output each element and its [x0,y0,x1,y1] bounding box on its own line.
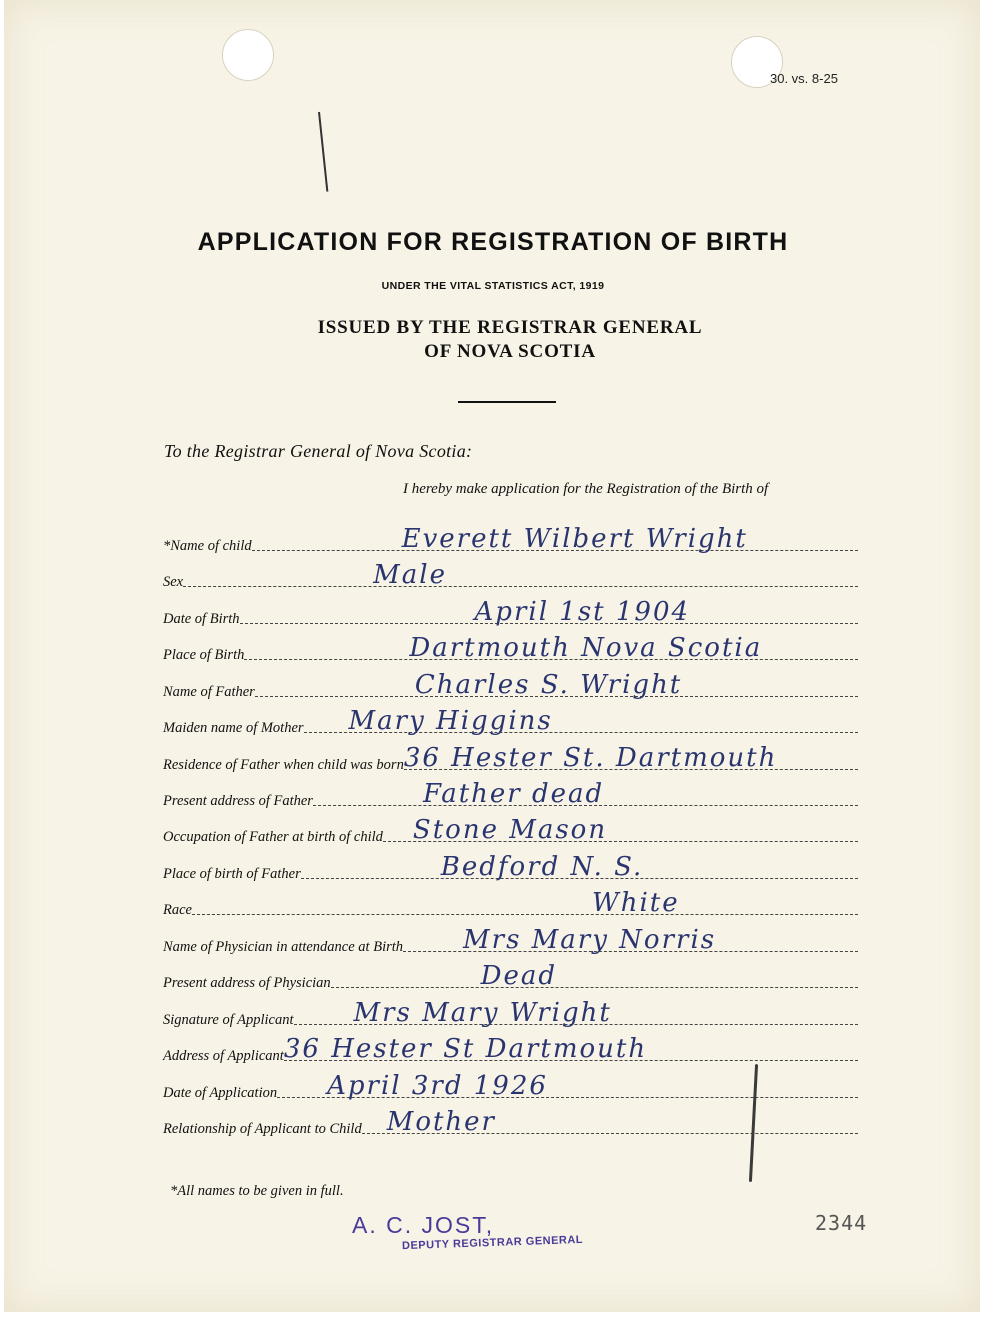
field-line [383,815,858,845]
issuer-line-1: ISSUED BY THE REGISTRAR GENERAL [317,317,703,338]
handwritten-value: Mrs Mary Norris [463,925,717,955]
field-line [192,888,858,918]
field-line [403,925,858,955]
divider [458,401,556,403]
form-field-row [163,597,858,630]
form-field-row [163,852,858,885]
field-label: Race [163,902,192,918]
punch-hole-left [222,29,274,81]
handwritten-value: 36 Hester St. Dartmouth [403,743,778,773]
handwritten-value: Bedford N. S. [440,852,644,882]
field-label: *Name of child [163,538,252,554]
field-line [252,524,858,554]
handwritten-value: Male [373,560,447,590]
handwritten-value: April 3rd 1926 [327,1071,548,1101]
handwritten-value: White [591,888,680,918]
field-label: Present address of Father [163,793,313,809]
file-number: 2344 [815,1211,868,1235]
footnote: *All names to be given in full. [170,1183,344,1199]
act-subtitle: UNDER THE VITAL STATISTICS ACT, 1919 [381,280,605,292]
handwritten-value: Father dead [422,779,605,809]
form-field-row [163,888,858,921]
handwritten-value: Everett Wilbert Wright [401,524,748,554]
field-label: Date of Application [163,1085,278,1101]
field-line [240,597,858,627]
field-label: Occupation of Father at birth of child [163,829,383,845]
field-label: Name of Father [163,684,255,700]
field-label: Maiden name of Mother [163,720,304,736]
stamp-title: DEPUTY REGISTRAR GENERAL [401,1233,584,1253]
registrar-stamp [352,1212,584,1253]
field-line [301,852,858,882]
field-line [277,1071,858,1101]
form-field-row [163,670,858,703]
field-label: Place of birth of Father [163,866,301,882]
field-label: Date of Birth [163,611,240,627]
form-field-row [163,961,858,994]
form-field-row [163,998,858,1031]
field-line [283,1034,858,1064]
form-field-row [163,560,858,593]
field-line [294,998,859,1028]
form-number: 30. vs. 8-25 [770,71,838,86]
form-field-row [163,925,858,958]
pencil-mark [318,112,328,192]
form-field-row [163,633,858,666]
handwritten-value: Mother [386,1107,496,1137]
salutation: To the Registrar General of Nova Scotia: [164,441,473,461]
field-line [255,670,858,700]
handwritten-value: Mary Higgins [348,706,553,736]
field-line [304,706,858,736]
handwritten-value: Dead [480,961,558,991]
handwritten-value: Dartmouth Nova Scotia [409,633,763,663]
field-line [313,779,858,809]
handwritten-value: Charles S. Wright [414,670,683,700]
form-field-row [163,1034,858,1067]
issuer-heading [0,316,986,364]
handwritten-value: Stone Mason [412,815,608,845]
field-line [331,961,858,991]
field-label: Sex [163,574,184,590]
field-line [183,560,858,590]
handwritten-value: Mrs Mary Wright [353,998,612,1028]
field-label: Address of Applicant [163,1048,284,1064]
form-field-row [163,743,858,776]
field-line [362,1107,858,1137]
handwritten-value: 36 Hester St Dartmouth [283,1034,648,1064]
field-line [244,633,858,663]
form-field-row [163,779,858,812]
stamp-name: A. C. JOST, [352,1212,495,1238]
form-title: APPLICATION FOR REGISTRATION OF BIRTH [197,228,789,256]
form-field-row [163,706,858,739]
intro-text: I hereby make application for the Registration of the Birth of [403,481,769,497]
field-label: Present address of Physician [163,975,331,991]
form-field-row [163,815,858,848]
field-label: Name of Physician in attendance at Birth [163,939,404,955]
field-label: Place of Birth [163,647,245,663]
field-line [403,743,858,773]
form-field-row [163,524,858,557]
issuer-line-2: OF NOVA SCOTIA [424,341,596,362]
field-label: Residence of Father when child was born [163,757,404,773]
field-label: Signature of Applicant [163,1012,294,1028]
handwritten-value: April 1st 1904 [474,597,691,627]
field-label: Relationship of Applicant to Child [163,1121,362,1137]
